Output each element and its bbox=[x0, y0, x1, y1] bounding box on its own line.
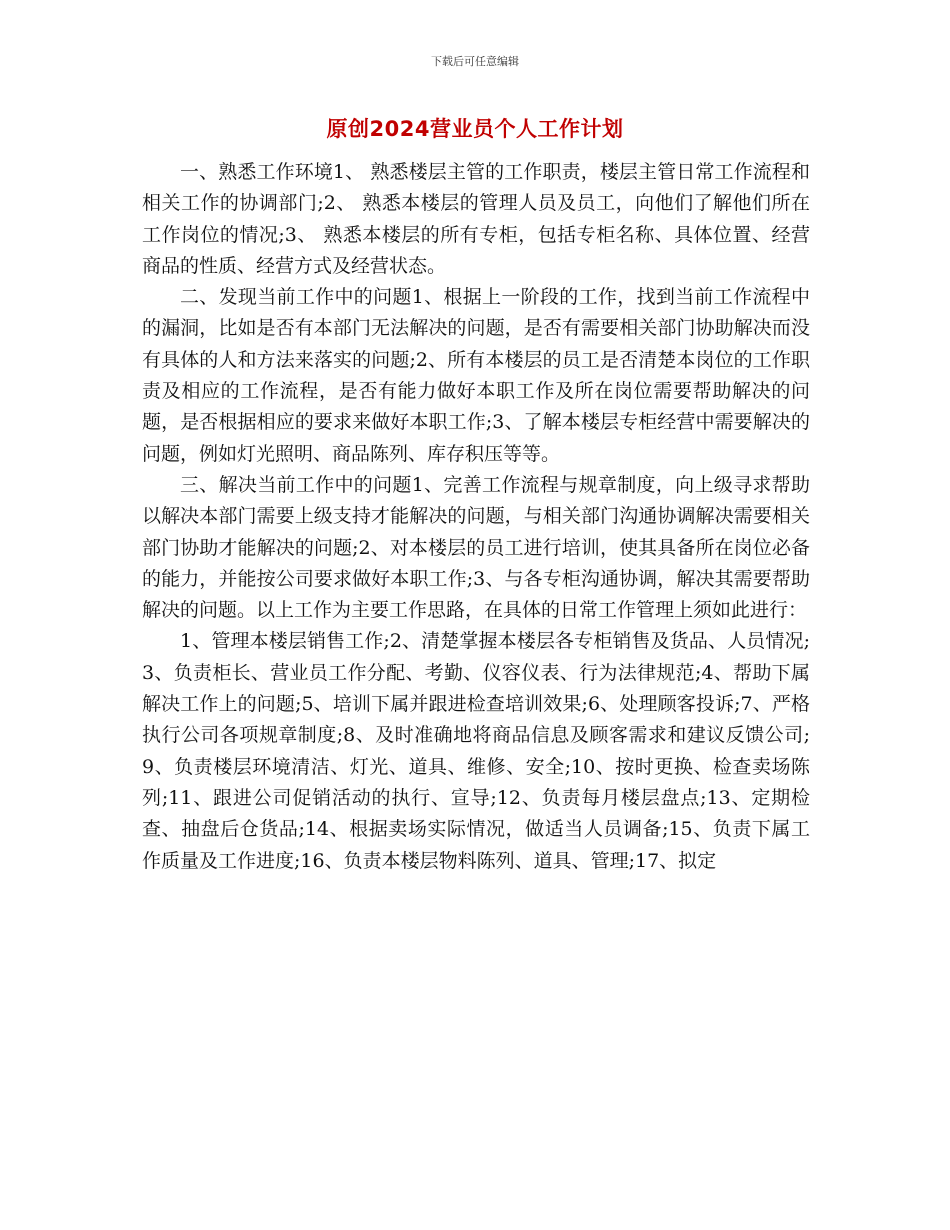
paragraph-2: 二、发现当前工作中的问题1、根据上一阶段的工作，找到当前工作流程中的漏洞，比如是否有本部门无法解决的问题，是否有需要相关部门协助解决而没有具体的人和方法来落实的问题;2、所有本楼层的员工是否清楚本岗位的工作职责及相应的工作流程，是否有能力做好本职工作及所在岗位需要帮助解决的问题，是否根据相应的要求来做好本职工作;3、了解本楼层专柜经营中需要解决的问题，例如灯光照明、商品陈列、库存积压等等。 bbox=[142, 286, 810, 465]
paragraph-4: 1、管理本楼层销售工作;2、清楚掌握本楼层各专柜销售及货品、人员情况;3、负责柜长、营业员工作分配、考勤、仪容仪表、行为法律规范;4、帮助下属解决工作上的问题;5、培训下属并跟进检查培训效果;6、处理顾客投诉;7、严格执行公司各项规章制度;8、及时准确地将商品信息及顾客需求和建议反馈公司;9、负责楼层环境清洁、灯光、道具、维修、安全;10、按时更换、检查卖场陈列;11、跟进公司促销活动的执行、宣导;12、负责每月楼层盘点;13、定期检查、抽盘后仓货品;14、根据卖场实际情况，做适当人员调备;15、负责下属工作质量及工作进度;16、负责本楼层物料陈列、道具、管理;17、拟定 bbox=[142, 630, 810, 872]
document-title: 原创2024营业员个人工作计划 bbox=[326, 117, 624, 141]
paragraph-3: 三、解决当前工作中的问题1、完善工作流程与规章制度，向上级寻求帮助以解决本部门需要上级支持才能解决的问题，与相关部门沟通协调解决需要相关部门协助才能解决的问题;2、对本楼层的员工进行培训，使其具备所在岗位必备的能力，并能按公司要求做好本职工作;3、与各专柜沟通协调，解决其需要帮助解决的问题。以上工作为主要工作思路，在具体的日常工作管理上须如此进行： bbox=[142, 473, 810, 622]
document-body bbox=[142, 157, 810, 877]
paragraph-1: 一、熟悉工作环境1、 熟悉楼层主管的工作职责，楼层主管日常工作流程和相关工作的协调部门;2、 熟悉本楼层的管理人员及员工，向他们了解他们所在工作岗位的情况;3、 熟悉本楼层的所有专柜，包括专柜名称、具体位置、经营商品的性质、经营方式及经营状态。 bbox=[142, 161, 810, 277]
page-header-note: 下载后可任意编辑 bbox=[431, 55, 519, 68]
